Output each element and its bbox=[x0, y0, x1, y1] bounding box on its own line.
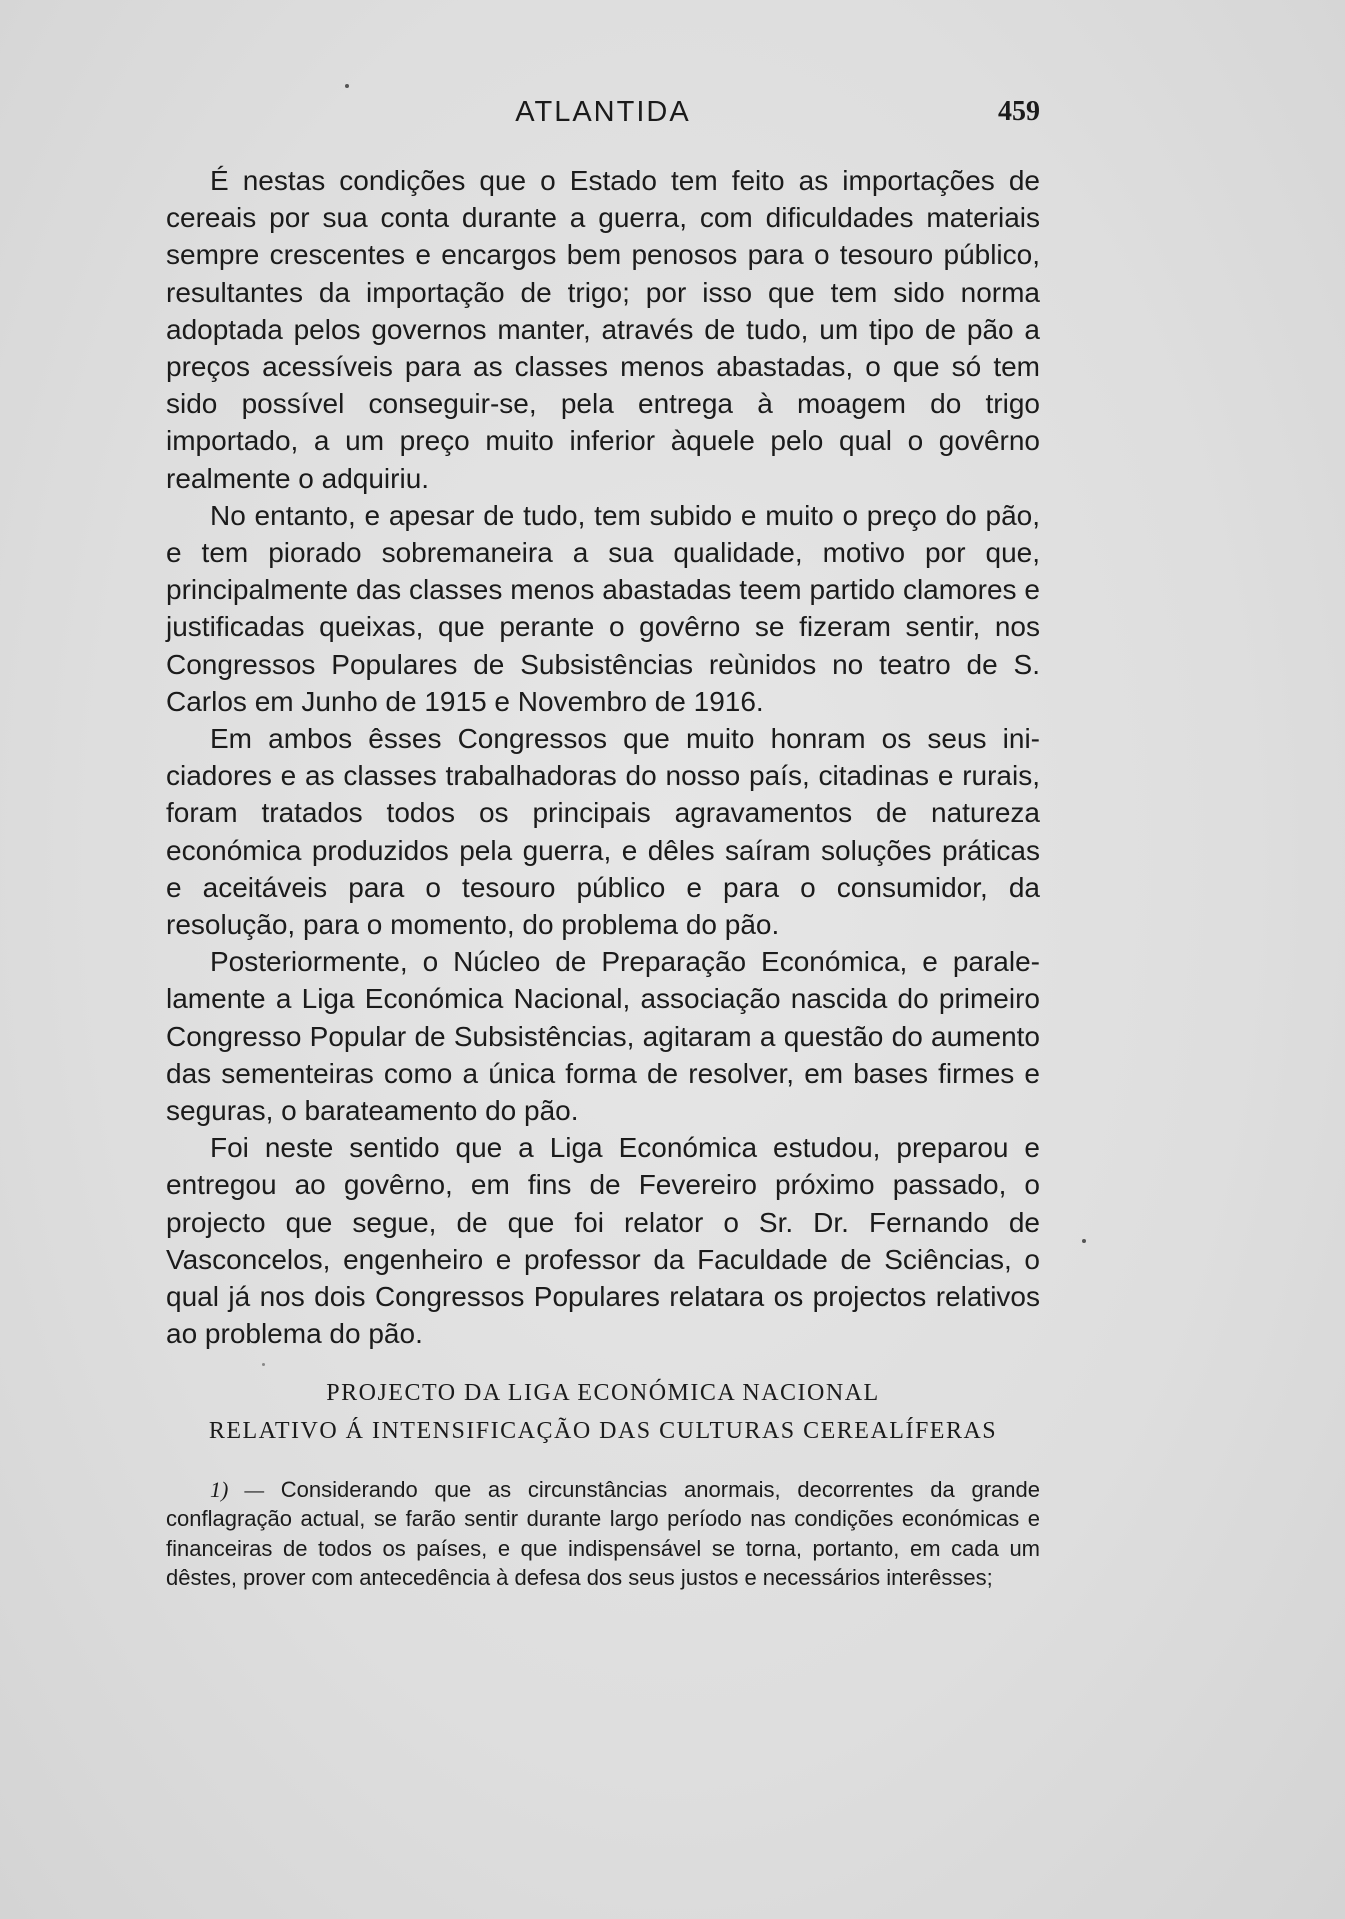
article-item bbox=[166, 1475, 1040, 1593]
paper-speck bbox=[262, 1363, 265, 1366]
paragraph: Em ambos êsses Congressos que muito honram os seus iniciadores e as classes trabalhadoras do nosso país, citadinas e rurais, foram tratados todos os principais agravamentos de natureza económica produzidos pela guerra, e dêles saíram soluções práticas e aceitáveis para o tesouro público e para o consumidor, da resolução, para o momento, do problema do pão. bbox=[166, 723, 1040, 941]
running-title: ATLANTIDA bbox=[515, 96, 691, 128]
article-number: 1) — bbox=[210, 1477, 265, 1502]
paragraph: É nestas condições que o Estado tem feito as importações de cereais por sua conta durante a guerra, com dificuldades materiais sempre crescentes e encargos bem penosos para o tesouro público, resultantes da importação de trigo; por isso que tem sido norma adoptada pelos governos manter, através de tudo, um tipo de pão a preços acessíveis para as classes menos abastadas, o que só tem sido possível conseguir-se, pela entrega à moagem do trigo importado, a um preço muito inferior àquele pelo qual o govêrno realmente o adquiriu. bbox=[166, 165, 1040, 494]
running-header bbox=[166, 96, 1040, 132]
body-text bbox=[166, 162, 1040, 1353]
page-number: 459 bbox=[998, 96, 1040, 127]
paper-speck bbox=[345, 84, 349, 88]
article-text: Considerando que as circunstâncias anormais, decorrentes da grande conflagração actual, se farão sentir durante largo período nas condições económicas e financeiras de todos os países, e que indispensável se torna, portanto, em cada um dêstes, prover com antecedência à defesa dos seus justos e necessários interêsses; bbox=[166, 1477, 1040, 1591]
section-heading-line: PROJECTO DA LIGA ECONÓMICA NACIONAL bbox=[326, 1380, 880, 1406]
section-heading-line: RELATIVO Á INTENSIFICAÇÃO DAS CULTURAS CEREALÍFERAS bbox=[208, 1418, 998, 1444]
paragraph: Foi neste sentido que a Liga Económica estudou, preparou e entregou ao govêrno, em fins de Fevereiro próximo passado, o projecto que segue, de que foi relator o Sr. Dr. Fernando de Vasconcelos, engenheiro e professor da Faculdade de Sciências, o qual já nos dois Congressos Populares relatara os projectos relativos ao problema do pão. bbox=[166, 1132, 1040, 1350]
paper-speck bbox=[1082, 1239, 1086, 1243]
paragraph: No entanto, e apesar de tudo, tem subido e muito o preço do pão, e tem piorado sobremaneira a sua qualidade, motivo por que, principalmente das classes menos abastadas teem partido clamores e justificadas queixas, que perante o govêrno se fizeram sentir, nos Congressos Populares de Subsistências reùnidos no teatro de S. Carlos em Junho de 1915 e Novembro de 1916. bbox=[166, 499, 1040, 717]
paragraph: Posteriormente, o Núcleo de Preparação Económica, e paralelamente a Liga Económica Nacional, associação nascida do primeiro Congresso Popular de Subsistências, agitaram a questão do aumento das sementeiras como a única forma de resolver, em bases firmes e seguras, o barateamento do pão. bbox=[166, 946, 1040, 1127]
article-list bbox=[166, 1475, 1040, 1593]
section-heading bbox=[166, 1374, 1040, 1450]
